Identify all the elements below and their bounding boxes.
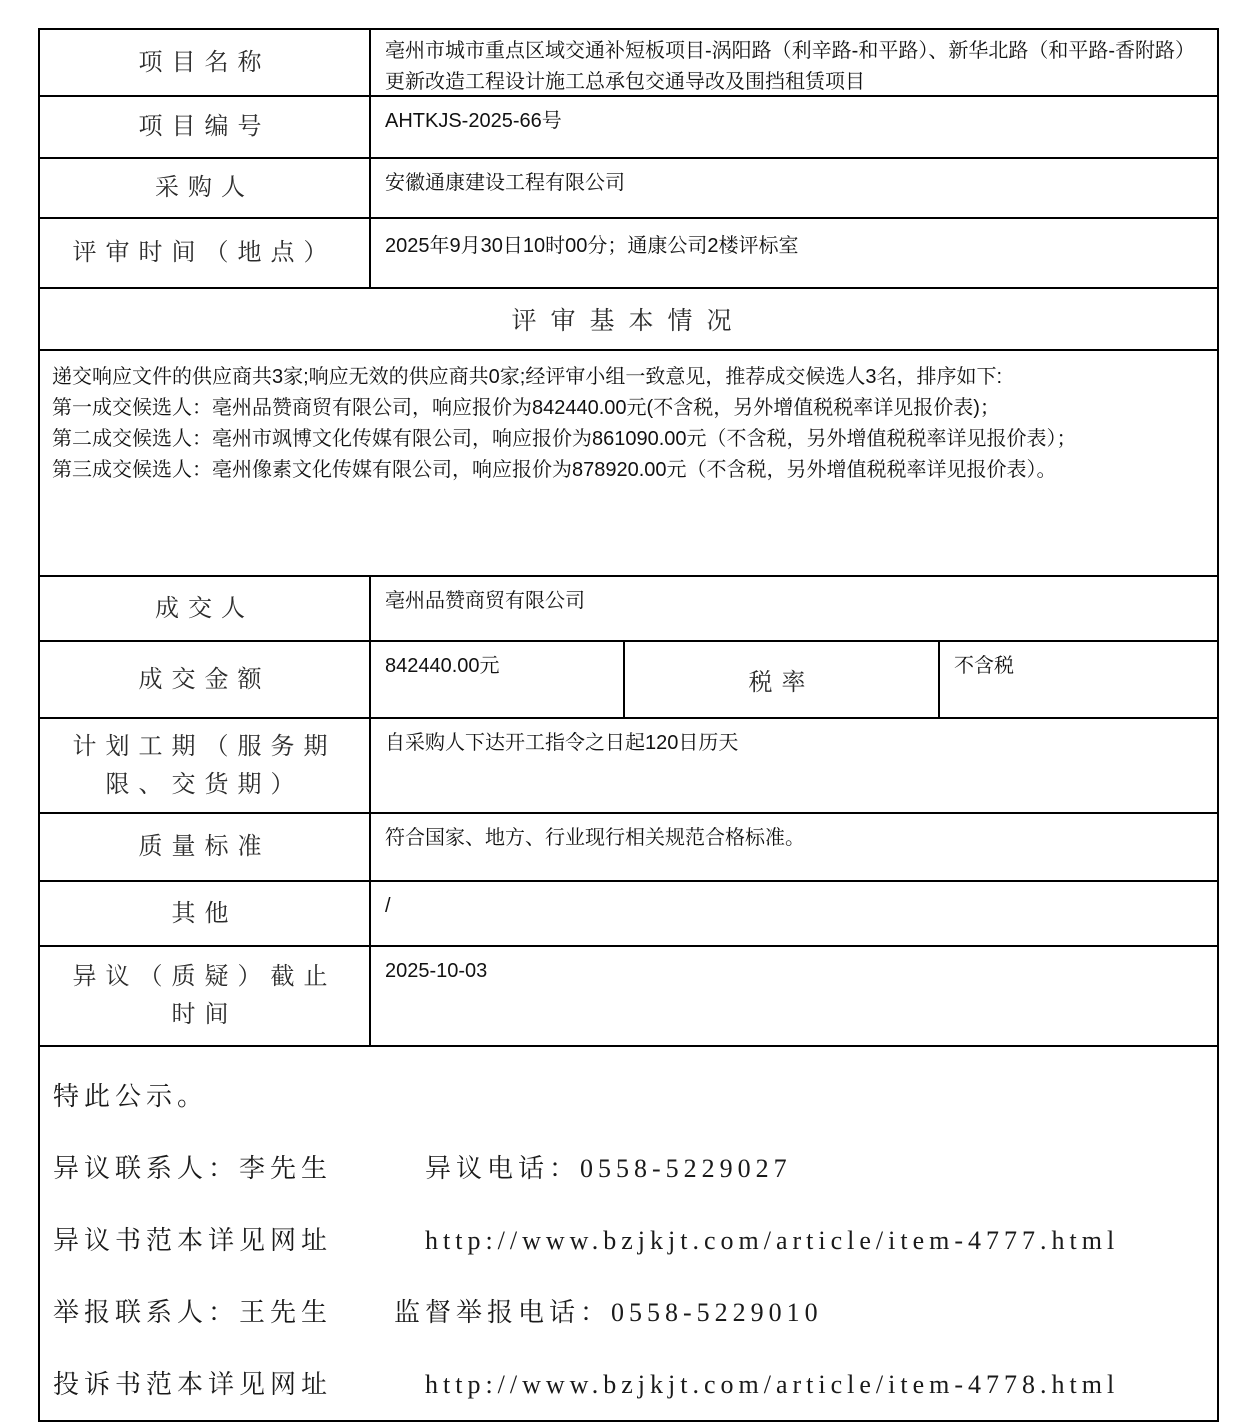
duration-value: 自采购人下达开工指令之日起120日历天 (385, 732, 739, 754)
award-announcement-table (38, 28, 1219, 1422)
project-name-label: 项目名称 (40, 30, 371, 95)
review-time-row (40, 219, 1217, 289)
purchaser-label: 采购人 (40, 159, 371, 217)
review-summary-row (40, 351, 1217, 577)
first-candidate-line: 第一成交候选人：亳州品赞商贸有限公司，响应报价为842440.00元(不含税，另外增值税税率详见报价表)； (52, 397, 1000, 419)
report-contact-line: 举报联系人：王先生 监督举报电话：0558-5229010 (53, 1298, 823, 1327)
project-name-value: 亳州市城市重点区域交通补短板项目-涡阳路（利辛路-和平路）、新华北路（和平路-香附路）更新改造工程设计施工总承包交通导改及围挡租赁项目 (385, 40, 1195, 93)
winner-label: 成交人 (40, 577, 371, 640)
review-summary (40, 351, 1217, 575)
footer-notice-block (40, 1047, 1217, 1420)
amount-row (40, 642, 1217, 719)
project-number-value: AHTKJS-2025-66号 (385, 110, 562, 132)
section-header-title: 评审基本情况 (511, 308, 746, 335)
amount-label: 成交金额 (40, 642, 371, 717)
section-header-row (40, 289, 1217, 351)
duration-label: 计划工期（服务期限、交货期） (40, 719, 371, 812)
other-value: / (385, 895, 391, 917)
objection-deadline-row (40, 947, 1217, 1047)
project-number-label: 项目编号 (40, 97, 371, 157)
project-name-row (40, 30, 1217, 97)
project-number-row (40, 97, 1217, 159)
winner-value: 亳州品赞商贸有限公司 (385, 590, 585, 612)
objection-deadline-value: 2025-10-03 (385, 960, 488, 982)
amount-value: 842440.00元 (371, 642, 625, 717)
quality-standard-value: 符合国家、地方、行业现行相关规范合格标准。 (385, 827, 805, 849)
review-time-value: 2025年9月30日10时00分；通康公司2楼评标室 (385, 235, 799, 257)
purchaser-row (40, 159, 1217, 219)
review-time-label: 评审时间（地点） (40, 219, 371, 287)
review-summary-line: 递交响应文件的供应商共3家;响应无效的供应商共0家;经评审小组一致意见，推荐成交候选人3名，排序如下: (52, 366, 1003, 388)
complaint-template-url-line: 投诉书范本详见网址 http://www.bzjkjt.com/article/item-4778.html (53, 1370, 1120, 1399)
other-row (40, 882, 1217, 947)
tax-rate-label: 税率 (625, 642, 940, 717)
purchaser-value: 安徽通康建设工程有限公司 (385, 172, 625, 194)
duration-row (40, 719, 1217, 814)
quality-standard-label: 质量标准 (40, 814, 371, 880)
third-candidate-line: 第三成交候选人：亳州像素文化传媒有限公司，响应报价为878920.00元（不含税，另外增值税税率详见报价表）。 (52, 459, 1057, 481)
other-label: 其他 (40, 882, 371, 945)
objection-contact-line: 异议联系人：李先生 异议电话：0558-5229027 (53, 1154, 792, 1183)
public-notice-text: 特此公示。 (53, 1082, 209, 1111)
quality-standard-row (40, 814, 1217, 882)
objection-deadline-label: 异议（质疑）截止时间 (40, 947, 371, 1045)
footer-row (40, 1047, 1217, 1420)
winner-row (40, 577, 1217, 642)
second-candidate-line: 第二成交候选人：亳州市飒博文化传媒有限公司，响应报价为861090.00元（不含税，另外增值税税率详见报价表）； (52, 428, 1077, 450)
tax-rate-value: 不含税 (954, 655, 1014, 677)
objection-template-url-line: 异议书范本详见网址 http://www.bzjkjt.com/article/item-4777.html (53, 1226, 1120, 1255)
